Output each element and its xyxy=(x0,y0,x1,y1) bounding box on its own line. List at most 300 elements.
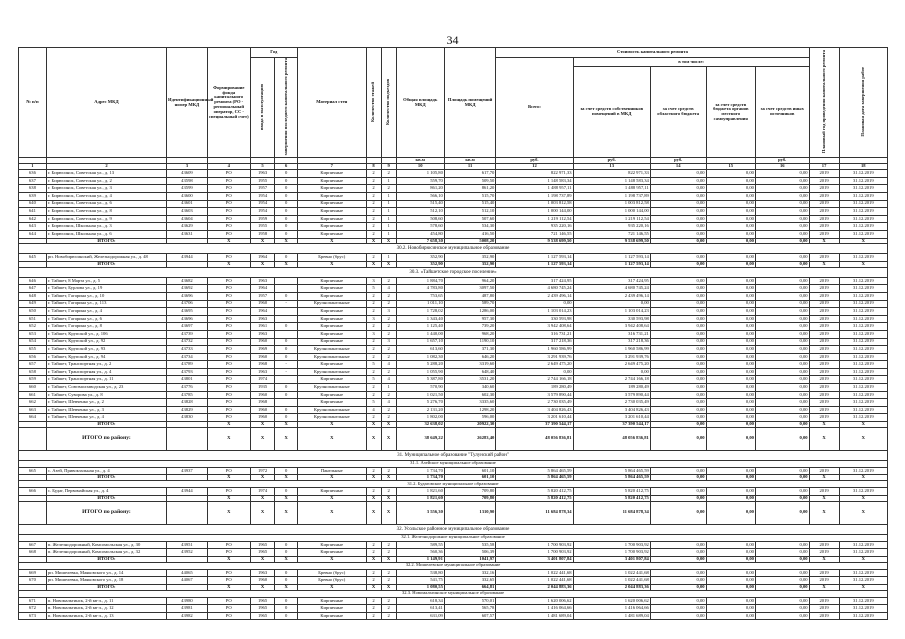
table-cell: 0,00 xyxy=(755,277,809,285)
table-cell: 2 xyxy=(381,277,396,285)
table-cell: 2019 xyxy=(809,368,839,376)
table-cell: 1 960 586,99 xyxy=(573,346,650,354)
table-cell: - xyxy=(275,361,298,369)
table-cell: 538,80 xyxy=(396,569,444,577)
table-cell: 5 xyxy=(366,399,381,407)
table-cell: 515,40 xyxy=(444,200,495,208)
table-cell: 1 821,60 xyxy=(396,495,444,501)
table-cell: 1974 xyxy=(250,488,275,496)
table-cell: 31.12.2019 xyxy=(839,192,887,200)
table-cell: X xyxy=(207,427,250,450)
table-cell: РО xyxy=(207,315,250,323)
table-cell: 0,00 xyxy=(706,556,755,562)
table-cell: 43793 xyxy=(167,368,208,376)
table-row xyxy=(19,254,888,262)
table-cell: X xyxy=(366,427,381,450)
table-cell: 0 xyxy=(275,549,298,557)
table-cell: 352,90 xyxy=(396,254,444,262)
table-cell: 2019 xyxy=(809,467,839,475)
table-cell: 2 xyxy=(381,170,396,178)
table-cell: 2 xyxy=(381,488,396,496)
table-cell: 2019 xyxy=(809,361,839,369)
table-cell: 1 700 903,92 xyxy=(496,541,573,549)
table-cell: 0,00 xyxy=(755,384,809,392)
table-cell: 2 xyxy=(381,300,396,308)
table-cell: г. Бирюсинск, Советская ул., д. 8 xyxy=(46,208,166,216)
header-entrances: Количество подъездов xyxy=(381,48,396,158)
table-cell: 0,00 xyxy=(755,230,809,238)
table-cell: 43604 xyxy=(167,215,208,223)
table-cell: 5 xyxy=(366,376,381,384)
table-cell: 2 xyxy=(366,230,381,238)
table-cell: X xyxy=(809,238,839,244)
table-cell: 340,60 xyxy=(444,384,495,392)
table-cell: 1 103 014,23 xyxy=(496,308,573,316)
table-cell: 43706 xyxy=(167,300,208,308)
table-cell: 0,00 xyxy=(755,177,809,185)
table-cell: г. Тайшет, Суворова ул., д. 8 xyxy=(46,391,166,399)
table-cell: 589,70 xyxy=(444,300,495,308)
section-heading xyxy=(19,524,888,534)
table-cell: X xyxy=(381,584,396,590)
section-heading xyxy=(19,244,888,254)
table-cell: РО xyxy=(207,541,250,549)
table-cell: 0,00 xyxy=(755,292,809,300)
table-cell: 964,20 xyxy=(444,277,495,285)
table-cell: г. Бирюсинск, Школьная ул., д. 6 xyxy=(46,230,166,238)
table-cell: 663 xyxy=(19,406,47,414)
table-cell: 1 198 737,89 xyxy=(496,192,573,200)
table-cell: 2 xyxy=(366,200,381,208)
table-cell: 1 022 441,68 xyxy=(573,577,650,585)
table-row xyxy=(19,192,888,200)
table-cell: г. Тайшет, Бурлова ул., д. 19 xyxy=(46,285,166,293)
table-cell: 0 xyxy=(275,338,298,346)
table-row xyxy=(19,353,888,361)
table-cell: 2 xyxy=(366,391,381,399)
table-cell: ИТОГО: xyxy=(46,475,166,481)
table-cell: 0,00 xyxy=(650,569,706,577)
table-cell: 1 148 583,34 xyxy=(496,177,573,185)
table-cell: 0,00 xyxy=(650,315,706,323)
table-cell: 1 127 593,14 xyxy=(573,254,650,262)
table-cell: X xyxy=(275,495,298,501)
table-cell: п. Железнодорожный, Комсомольская ул., д. 30 xyxy=(46,541,166,549)
table-row xyxy=(19,200,888,208)
table-cell: 2 xyxy=(366,353,381,361)
table-cell: 31.12.2019 xyxy=(839,300,887,308)
table-row xyxy=(19,488,888,496)
header-year-built: ввода в эксплуатацию xyxy=(250,58,275,158)
table-cell: РО xyxy=(207,254,250,262)
table-cell: 1954 xyxy=(250,200,275,208)
table-cell: X xyxy=(839,261,887,267)
subsection-heading xyxy=(19,534,888,541)
table-cell: г. Тайшет, 8 Марта ул., д. 5 xyxy=(46,277,166,285)
table-row xyxy=(19,549,888,557)
table-cell: 43692 xyxy=(167,285,208,293)
table-cell: Кирпичные xyxy=(297,315,366,323)
table-cell: 1965 xyxy=(250,597,275,605)
table-cell: 0,00 xyxy=(650,549,706,557)
table-cell: 1965 xyxy=(250,541,275,549)
table-cell: г. Бирюсинск, Советская ул., д. 9 xyxy=(46,215,166,223)
table-cell: 0,00 xyxy=(650,254,706,262)
table-cell: 2 xyxy=(366,541,381,549)
table-cell: 589,55 xyxy=(396,541,444,549)
table-cell: 0,00 xyxy=(706,230,755,238)
table-cell: 2 xyxy=(366,292,381,300)
header-incl: в том числе: xyxy=(573,58,809,67)
table-cell: 2 xyxy=(366,215,381,223)
table-cell: 0,00 xyxy=(650,300,706,308)
table-cell: 601,10 xyxy=(444,467,495,475)
table-cell: 11 684 878,34 xyxy=(573,501,650,524)
table-cell: 1 481 689,04 xyxy=(573,612,650,620)
table-cell: 0 xyxy=(275,170,298,178)
table-cell: 3 579 890,44 xyxy=(496,391,573,399)
table-cell: РО xyxy=(207,215,250,223)
table-cell: X xyxy=(207,501,250,524)
table-cell: 3531,20 xyxy=(444,376,495,384)
table-row xyxy=(19,406,888,414)
table-row xyxy=(19,338,888,346)
table-cell: 1955 xyxy=(250,223,275,231)
table-row xyxy=(19,346,888,354)
table-cell: 2019 xyxy=(809,605,839,613)
table-cell: 1964 xyxy=(250,285,275,293)
table-cell: РО xyxy=(207,488,250,496)
table-cell: 0,00 xyxy=(755,414,809,422)
table-cell: 2 xyxy=(366,192,381,200)
table-cell: 861,20 xyxy=(444,185,495,193)
table-cell: 1 219 112,54 xyxy=(573,215,650,223)
table-cell: 2019 xyxy=(809,577,839,585)
table-cell: 0 xyxy=(275,414,298,422)
table-cell: 2 xyxy=(381,323,396,331)
table-cell: 43601 xyxy=(167,200,208,208)
table-cell: X xyxy=(275,261,298,267)
table-cell: 935 220,16 xyxy=(496,223,573,231)
table-cell: 2 xyxy=(366,488,381,496)
table-cell: 668 xyxy=(19,549,47,557)
table-cell: РО xyxy=(207,368,250,376)
table-cell: 31.12.2019 xyxy=(839,315,887,323)
table-cell: 1964 xyxy=(250,254,275,262)
table-cell: X xyxy=(275,584,298,590)
table-cell: Крупнопанельные xyxy=(297,353,366,361)
table-cell: 657 xyxy=(19,361,47,369)
table-cell: 935 220,16 xyxy=(573,223,650,231)
table-cell: 31.12.2019 xyxy=(839,177,887,185)
table-cell: 2019 xyxy=(809,376,839,384)
table-cell: г. Бирюсинск, Советская ул., д. 4 xyxy=(46,192,166,200)
table-cell: 0,00 xyxy=(650,488,706,496)
section-title: 31. Муниципальное образование "Тулунский район" xyxy=(19,450,888,460)
table-cell: 31.12.2019 xyxy=(839,215,887,223)
table-cell: 2019 xyxy=(809,285,839,293)
table-cell: рп. Мишелевка, Маяковского ул., д. 14 xyxy=(46,569,166,577)
table-cell: 0,00 xyxy=(706,308,755,316)
table-cell: 2 xyxy=(366,549,381,557)
table-cell: X xyxy=(297,261,366,267)
table-cell: Кирпичные xyxy=(297,361,366,369)
table-cell: 0,00 xyxy=(755,556,809,562)
table-cell: 2019 xyxy=(809,177,839,185)
table-cell: 0,00 xyxy=(650,612,706,620)
table-cell: 648 xyxy=(19,292,47,300)
table-cell: Панельные xyxy=(297,467,366,475)
table-cell: 1 700 903,92 xyxy=(496,549,573,557)
table-cell: 721 146,55 xyxy=(573,230,650,238)
table-cell: 0,00 xyxy=(650,361,706,369)
table-cell: Кирпичные xyxy=(297,185,366,193)
table-cell: 3 291 939,76 xyxy=(496,353,573,361)
table-cell: 317 218,36 xyxy=(496,338,573,346)
table-cell: 0,00 xyxy=(706,427,755,450)
section-heading xyxy=(19,450,888,460)
table-cell: 3097,50 xyxy=(444,285,495,293)
column-number: 3 xyxy=(167,164,208,170)
table-cell xyxy=(275,308,298,316)
table-cell: 0,00 xyxy=(650,338,706,346)
table-cell: 656 xyxy=(19,353,47,361)
table-cell: 20922,30 xyxy=(444,422,495,428)
table-cell: 9 538 699,50 xyxy=(573,238,650,244)
table-cell: 3 201 610,44 xyxy=(573,414,650,422)
table-cell: г. Тайшет, Транспортная ул., д. 4 xyxy=(46,368,166,376)
table-cell: 43952 xyxy=(167,549,208,557)
table-cell: X xyxy=(381,475,396,481)
table-cell: г. Бирюсинск, Советская ул., д. 3 xyxy=(46,185,166,193)
table-cell: X xyxy=(839,501,887,524)
table-cell: X xyxy=(207,475,250,481)
table-cell: 48 056 836,81 xyxy=(573,427,650,450)
table-cell: 0,00 xyxy=(706,185,755,193)
table-cell: 0,00 xyxy=(496,368,573,376)
table-cell: X xyxy=(839,238,887,244)
table-row xyxy=(19,384,888,392)
table-cell: 5 820 412,75 xyxy=(496,495,573,501)
table-cell: РО xyxy=(207,330,250,338)
table-cell: 43695 xyxy=(167,308,208,316)
table-cell: X xyxy=(297,501,366,524)
table-cell: X xyxy=(366,495,381,501)
table-cell: 670 xyxy=(19,577,47,585)
table-cell: 2019 xyxy=(809,277,839,285)
table-cell: 1 011,10 xyxy=(396,300,444,308)
table-cell: X xyxy=(809,475,839,481)
section-title: 32.3. Новомальтинское муниципальное образование xyxy=(19,590,888,597)
table-cell: 0,00 xyxy=(650,238,706,244)
table-cell: 0,00 xyxy=(755,501,809,524)
column-number: 2 xyxy=(46,164,166,170)
table-cell: 0,00 xyxy=(650,285,706,293)
table-cell: Крупнопанельные xyxy=(297,414,366,422)
table-cell xyxy=(275,399,298,407)
table-cell: 1 022 441,68 xyxy=(496,569,573,577)
table-cell xyxy=(275,376,298,384)
table-cell: 0,00 xyxy=(650,215,706,223)
table-cell: 1963 xyxy=(250,330,275,338)
table-cell: 2 xyxy=(366,300,381,308)
table-cell: 0,00 xyxy=(706,170,755,178)
table-cell: 2019 xyxy=(809,230,839,238)
table-cell: 1957 xyxy=(250,185,275,193)
table-cell: 0,00 xyxy=(755,192,809,200)
table-cell: 0 xyxy=(275,467,298,475)
table-cell: 639 xyxy=(19,192,47,200)
table-cell: X xyxy=(250,238,275,244)
unit-rub: руб. xyxy=(650,158,706,164)
table-row xyxy=(19,597,888,605)
table-cell: 332,65 xyxy=(444,577,495,585)
table-cell: 2 044 883,36 xyxy=(496,584,573,590)
table-cell: 31.12.2019 xyxy=(839,323,887,331)
unit-area: кв.м xyxy=(444,158,495,164)
table-cell: 2 xyxy=(381,612,396,620)
table-cell: X xyxy=(809,261,839,267)
unit-rub: руб. xyxy=(496,158,573,164)
table-cell: X xyxy=(366,556,381,562)
table-cell: 2019 xyxy=(809,192,839,200)
table-cell: 1960 xyxy=(250,353,275,361)
table-cell: 602,30 xyxy=(444,391,495,399)
table-cell: 0,00 xyxy=(650,308,706,316)
table-cell: 566,10 xyxy=(396,192,444,200)
table-cell: 5 820 412,75 xyxy=(573,488,650,496)
table-cell: Кирпичные xyxy=(297,223,366,231)
table-cell: 535,58 xyxy=(444,541,495,549)
table-cell: 2 744 166,18 xyxy=(496,376,573,384)
table-cell: 3 xyxy=(381,338,396,346)
table-cell: 43629 xyxy=(167,223,208,231)
table-cell: 0,00 xyxy=(650,185,706,193)
table-row xyxy=(19,285,888,293)
table-cell: 2 xyxy=(366,170,381,178)
table-cell: 1286,00 xyxy=(444,308,495,316)
table-cell: 0,00 xyxy=(650,192,706,200)
table-cell: X xyxy=(250,556,275,562)
table-cell: 0,00 xyxy=(650,577,706,585)
table-cell: г. Тайшет, Гагарина ул., д. 10 xyxy=(46,292,166,300)
table-cell: 649 xyxy=(19,300,47,308)
table-cell: 2 xyxy=(366,308,381,316)
table-cell: 662 xyxy=(19,399,47,407)
table-cell: 189 280,49 xyxy=(496,384,573,392)
table-cell: 2019 xyxy=(809,569,839,577)
table-cell: рп. Мишелевка, Маяковского ул., д. 18 xyxy=(46,577,166,585)
table-cell: 1963 xyxy=(250,315,275,323)
table-cell: 189 280,49 xyxy=(573,384,650,392)
table-cell: 0,00 xyxy=(706,577,755,585)
table-cell: 2 044 883,36 xyxy=(573,584,650,590)
table-cell: 653 xyxy=(19,330,47,338)
header-num: № п/п xyxy=(19,48,47,158)
table-cell: 1960 xyxy=(250,406,275,414)
table-cell: 2 xyxy=(381,406,396,414)
table-cell: 1 219 112,54 xyxy=(496,215,573,223)
table-cell: X xyxy=(250,475,275,481)
column-number: 7 xyxy=(297,164,366,170)
table-cell: X xyxy=(297,422,366,428)
table-cell: 43951 xyxy=(167,541,208,549)
table-cell: 3335,60 xyxy=(444,399,495,407)
table-cell: X xyxy=(839,584,887,590)
table-cell: X xyxy=(839,556,887,562)
table-cell: 2 xyxy=(366,577,381,585)
table-cell: 0,00 xyxy=(706,376,755,384)
table-cell: 3 942 408,64 xyxy=(573,323,650,331)
table-cell: X xyxy=(809,556,839,562)
table-cell: 0,00 xyxy=(755,467,809,475)
column-number: 5 xyxy=(250,164,275,170)
table-cell: X xyxy=(839,475,887,481)
table-cell: 1960 xyxy=(250,338,275,346)
table-cell: 0,00 xyxy=(755,605,809,613)
table-cell: 43631 xyxy=(167,230,208,238)
table-cell: 43696 xyxy=(167,315,208,323)
table-cell: 0,00 xyxy=(755,597,809,605)
table-cell: 648,40 xyxy=(444,368,495,376)
table-cell: 506,39 xyxy=(444,549,495,557)
table-cell: Крупнопанельные xyxy=(297,300,366,308)
table-cell: 2 xyxy=(366,223,381,231)
table-cell: 2 xyxy=(366,254,381,262)
table-cell: X xyxy=(809,495,839,501)
table-cell: 43982 xyxy=(167,612,208,620)
table-cell: рп. Новобирюсинский, Железнодорожная ул., д. 48 xyxy=(46,254,166,262)
table-cell: 0,00 xyxy=(755,285,809,293)
table-cell: 1 700 903,92 xyxy=(573,549,650,557)
table-cell: РО xyxy=(207,391,250,399)
table-cell: 317 424,95 xyxy=(573,277,650,285)
header-total-area: Общая площадь МКД xyxy=(396,48,444,158)
table-cell: 0,00 xyxy=(755,323,809,331)
header-finish-date: Плановая дата завершения работ xyxy=(839,48,887,158)
table-cell: 5 820 412,75 xyxy=(573,495,650,501)
table-cell: 487,80 xyxy=(444,292,495,300)
table-cell: РО xyxy=(207,577,250,585)
table-cell: Кирпичные xyxy=(297,338,366,346)
table-cell: 2 xyxy=(366,323,381,331)
table-cell: X xyxy=(366,238,381,244)
table-row xyxy=(19,414,888,422)
table-cell: X xyxy=(250,495,275,501)
table-cell: 31.12.2019 xyxy=(839,292,887,300)
table-cell: X xyxy=(297,475,366,481)
table-cell: 0,00 xyxy=(755,368,809,376)
table-cell: 5 288,20 xyxy=(396,361,444,369)
table-row xyxy=(19,541,888,549)
unit-rub: руб. xyxy=(573,158,650,164)
table-cell: 957,30 xyxy=(444,315,495,323)
table-cell: X xyxy=(366,475,381,481)
table-cell: 2019 xyxy=(809,323,839,331)
table-cell: X xyxy=(275,501,298,524)
table-cell: 0,00 xyxy=(755,330,809,338)
table-cell: 1 734,70 xyxy=(396,475,444,481)
table-cell: 0,00 xyxy=(706,338,755,346)
table-cell: РО xyxy=(207,384,250,392)
table-cell: 43609 xyxy=(167,170,208,178)
table-cell: 0,00 xyxy=(755,300,809,308)
table-cell: 541,75 xyxy=(396,577,444,585)
table-cell: Кирпичные xyxy=(297,330,366,338)
table-cell: 1 022 441,68 xyxy=(496,577,573,585)
table-cell: 0,00 xyxy=(706,384,755,392)
table-cell: РО xyxy=(207,223,250,231)
